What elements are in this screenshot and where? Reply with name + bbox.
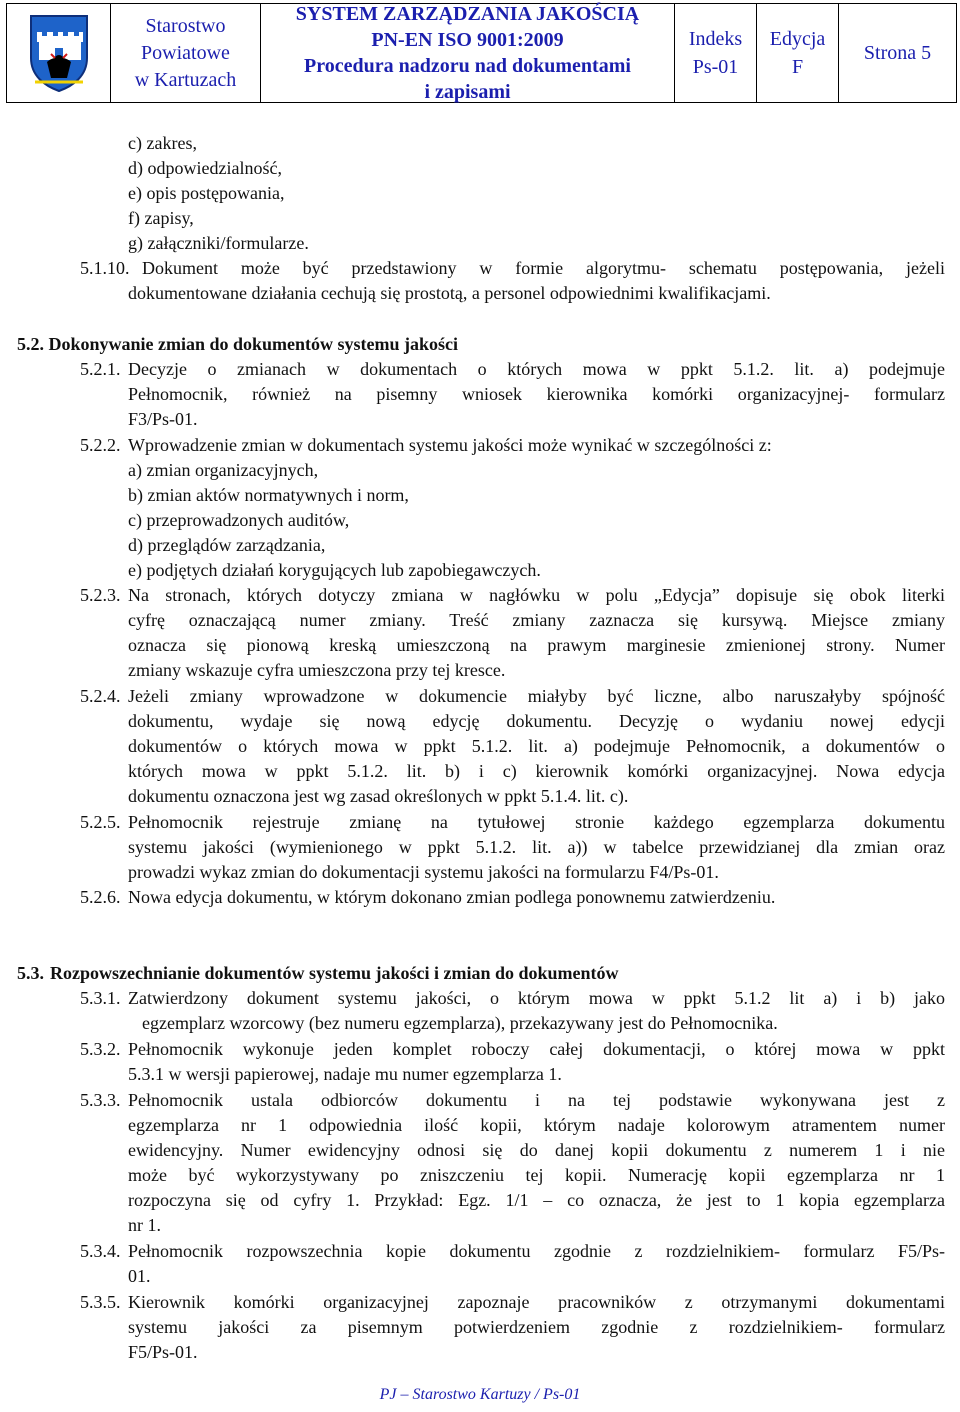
list-item: d) przeglądów zarządzania, <box>128 535 326 555</box>
paragraph-line: cyfrę oznaczającą numer zmiany. Treść zmiany zaznacza się kursywą. Miejsce zmiany <box>128 610 945 630</box>
edition-value: F <box>791 56 804 78</box>
paragraph-line: F5/Ps-01. <box>128 1342 198 1362</box>
paragraph-line: 01. <box>128 1266 151 1286</box>
paragraph-line: Pełnomocnik rejestruje zmianę na tytułowej stronie każdego egzemplarza dokumentu <box>128 812 945 832</box>
paragraph-line: egzemplarz wzorcowy (bez numeru egzemplarza), przekazywany jest do Pełnomocnika. <box>142 1013 778 1033</box>
organization-line: w Kartuzach <box>134 68 237 91</box>
list-item: c) zakres, <box>128 133 197 153</box>
section-number: 5.2.3. <box>80 585 121 605</box>
paragraph-line: dokumentowane działania cechują się prostotą, a personel odpowiednimi kwalifikacjami. <box>128 283 771 303</box>
paragraph-line: Pełnomocnik ustala odbiorców dokumentu i na tej podstawie wykonywana jest z <box>128 1090 945 1110</box>
section-number: 5.1.10. <box>80 258 130 278</box>
section-number: 5.2.4. <box>80 686 121 706</box>
paragraph-line: systemu jakości (wymienionego w ppkt 5.1.2. lit. a)) w tabelce przewidzianej dla zmian oraz <box>128 837 945 857</box>
paragraph-line: nr 1. <box>128 1215 161 1235</box>
paragraph-line: zmiany wskazuje cyfra umieszczona przy tej kresce. <box>128 660 506 680</box>
list-item: e) podjętych działań korygujących lub zapobiegawczych. <box>128 560 541 580</box>
coat-of-arms-icon <box>27 12 91 94</box>
section-number: 5.2.5. <box>80 812 121 832</box>
page-number: Strona 5 <box>863 41 932 64</box>
paragraph-line: dokumentu, wydaje się nową edycję dokumentu. Decyzję o wydaniu nowej edycji <box>128 711 945 731</box>
paragraph-line: 5.3.1 w wersji papierowej, nadaje mu numer egzemplarza 1. <box>128 1064 562 1084</box>
paragraph-line: Wprowadzenie zmian w dokumentach systemu jakości może wynikać w szczególności z: <box>128 435 772 455</box>
procedure-title-line: Procedura nadzoru nad dokumentami <box>304 55 631 77</box>
paragraph-line: może być wykorzystywany po zniszczeniu tej kopii. Numerację kopii egzemplarza nr 1 <box>128 1165 945 1185</box>
list-item: e) opis postępowania, <box>128 183 285 203</box>
logo-cell <box>7 4 111 102</box>
section-heading: Rozpowszechnianie dokumentów systemu jakości i zmian do dokumentów <box>50 963 619 983</box>
list-item: a) zmian organizacyjnych, <box>128 460 319 480</box>
list-item: f) zapisy, <box>128 208 194 228</box>
edition-cell <box>757 4 839 102</box>
paragraph-line: Pełnomocnik, również na pisemny wniosek kierownika komórki organizacyjnej- formularz <box>128 384 945 404</box>
organization-cell <box>111 4 261 102</box>
paragraph-line: dokumentów o których mowa w ppkt 5.1.2. lit. a) podejmuje Pełnomocnik, a dokumentów o <box>128 736 945 756</box>
paragraph-line: rozpoczyna się od cyfry 1. Przykład: Egz. 1/1 – co oznacza, że jest to 1 kopia egzemplarza <box>128 1190 945 1210</box>
organization-line: Starostwo <box>145 14 226 37</box>
paragraph-line: Na stronach, których dotyczy zmiana w nagłówku w polu „Edycja” dopisuje się obok literki <box>128 585 945 605</box>
procedure-title-line: i zapisami <box>424 81 511 103</box>
list-item: c) przeprowadzonych auditów, <box>128 510 350 530</box>
page-number-cell <box>839 4 956 102</box>
paragraph-line: ewidencyjny. Numer ewidencyjny odnosi się do danej kopii dokumentu z numerem 1 i nie <box>128 1140 945 1160</box>
document-header <box>6 3 957 103</box>
paragraph-line: Pełnomocnik rozpowszechnia kopie dokumentu zgodnie z rozdzielnikiem- formularz F5/Ps- <box>128 1241 945 1261</box>
index-label: Indeks <box>688 28 743 50</box>
paragraph-line: prowadzi wykaz zmian do dokumentacji systemu jakości na formularzu F4/Ps-01. <box>128 862 719 882</box>
section-number: 5.3. <box>17 963 44 983</box>
paragraph-line: Zatwierdzony dokument systemu jakości, o którym mowa w ppkt 5.1.2 lit a) i b) jako <box>128 988 945 1008</box>
page-footer: PJ – Starostwo Kartuzy / Ps-01 <box>379 1386 581 1403</box>
paragraph-line: Jeżeli zmiany wprowadzone w dokumencie miałyby być liczne, albo naruszałyby spójność <box>128 686 945 706</box>
system-title-line: SYSTEM ZARZĄDZANIA JAKOŚCIĄ <box>295 3 640 25</box>
list-item: g) załączniki/formularze. <box>128 233 309 253</box>
section-heading: 5.2. Dokonywanie zmian do dokumentów systemu jakości <box>17 334 459 354</box>
paragraph-line: Nowa edycja dokumentu, w którym dokonano zmian podlega ponownemu zatwierdzeniu. <box>128 887 776 907</box>
list-item: b) zmian aktów normatywnych i norm, <box>128 485 409 505</box>
paragraph-line: oznacza się pionową kreską umieszczoną na prawym marginesie zmienionej strony. Numer <box>128 635 945 655</box>
paragraph-line: F3/Ps-01. <box>128 409 198 429</box>
section-number: 5.2.2. <box>80 435 121 455</box>
section-number: 5.2.6. <box>80 887 121 907</box>
section-number: 5.3.4. <box>80 1241 121 1261</box>
section-number: 5.3.1. <box>80 988 121 1008</box>
paragraph-line: dokumentu oznaczona jest wg zasad określonych w ppkt 5.1.4. lit. c). <box>128 786 629 806</box>
section-number: 5.3.2. <box>80 1039 121 1059</box>
edition-label: Edycja <box>769 28 826 50</box>
list-item: d) odpowiedzialność, <box>128 158 282 178</box>
paragraph-line: których mowa w ppkt 5.1.2. lit. b) i c) kierownik komórki organizacyjnej. Nowa edycja <box>128 761 945 781</box>
paragraph-line: Pełnomocnik wykonuje jeden komplet roboczy całej dokumentacji, o której mowa w ppkt <box>128 1039 945 1059</box>
paragraph-line: Dokument może być przedstawiony w formie algorytmu- schematu postępowania, jeżeli <box>142 258 945 278</box>
index-cell <box>675 4 757 102</box>
section-number: 5.3.3. <box>80 1090 121 1110</box>
index-value: Ps-01 <box>692 56 739 78</box>
section-number: 5.3.5. <box>80 1292 121 1312</box>
organization-line: Powiatowe <box>141 41 230 64</box>
paragraph-line: egzemplarza nr 1 odpowiednia ilość kopii, którym nadaje kolorowym atramentem numer <box>128 1115 945 1135</box>
paragraph-line: systemu jakości za pisemnym potwierdzeniem zgodnie z rozdzielnikiem- formularz <box>128 1317 945 1337</box>
paragraph-line: Kierownik komórki organizacyjnej zapoznaje pracowników z otrzymanymi dokumentami <box>128 1292 945 1312</box>
section-number: 5.2.1. <box>80 359 121 379</box>
paragraph-line: Decyzje o zmianach w dokumentach o których mowa w ppkt 5.1.2. lit. a) podejmuje <box>128 359 945 379</box>
system-title-cell <box>261 4 675 102</box>
standard-line: PN-EN ISO 9001:2009 <box>371 29 564 51</box>
